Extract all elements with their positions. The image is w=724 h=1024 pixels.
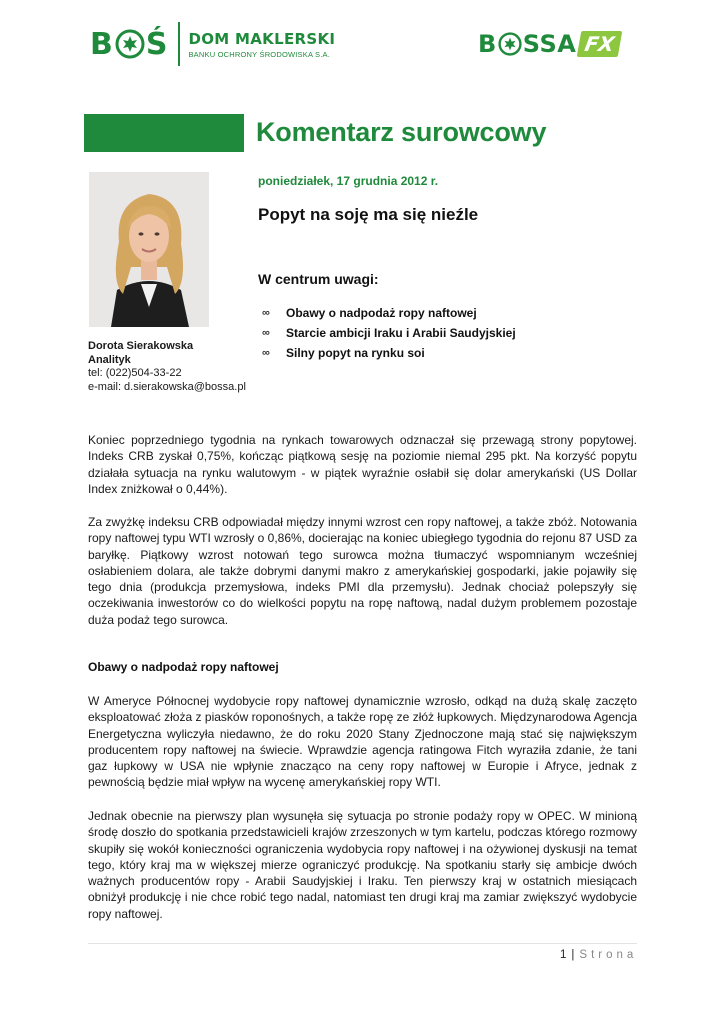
body-paragraph-3: W Ameryce Północnej wydobycie ropy naftowej dynamicznie wzrosło, odkąd na dużą skalę zaczęto eksploatować złoża z piasków roponośnych, a także ropę ze złóż łupkowych. Międzynarodowa Agencja Energetyczna wyliczyła niedawno, że do roku 2020 Stany Zjednoczone mają stać się największym producentem ropy naftowej na świecie. Wprawdzie agencja ratingowa Fitch wyraziła zdanie, że tani gaz łupkowy w USA nie wpłynie znacząco na ceny ropy naftowej w Europie i Afryce, jednak z pewnością będzie miał wpływ na wycenę amerykańskiej ropy WTI. <box>88 694 637 790</box>
leaf-ring-icon <box>115 29 145 59</box>
dm-title: DOM MAKLERSKI <box>188 29 336 48</box>
page-footer <box>560 949 637 961</box>
focus-item-text: Silny popyt na rynku soi <box>286 346 425 360</box>
title-accent-bar <box>84 114 244 152</box>
analyst-name: Dorota Sierakowska <box>88 340 194 352</box>
analyst-role: Analityk <box>88 353 131 366</box>
analyst-info <box>88 340 246 394</box>
dm-block <box>188 30 335 59</box>
analyst-tel: tel: (022)504-33-22 <box>88 367 182 379</box>
dm-subtitle: BANKU OCHRONY ŚRODOWISKA S.A. <box>188 49 331 59</box>
focus-item <box>262 323 516 343</box>
fx-badge: FX <box>577 31 623 57</box>
bossa-fx-logo <box>478 30 620 58</box>
bossa-letters-ssa: SSA <box>522 30 577 58</box>
page-number: 1 <box>560 949 567 961</box>
page-label: Strona <box>579 949 638 961</box>
report-date: poniedziałek, 17 grudnia 2012 r. <box>258 174 439 188</box>
page-title: Komentarz surowcowy <box>256 117 547 147</box>
analyst-photo <box>89 172 209 327</box>
bos-logo-mark <box>90 27 168 62</box>
report-headline: Popyt na soję ma się nieźle <box>258 205 479 224</box>
focus-list <box>262 303 516 363</box>
body-paragraph-4: Jednak obecnie na pierwszy plan wysunęła się sytuacja po stronie podaży ropy w OPEC. W minioną środę doszło do spotkania przedstawicieli krajów zrzeszonych w tym kartelu, podczas którego rozmowy skupiły się wokół konieczności ograniczenia wydobycia ropy naftowej i na ożywionej dyskusji na temat tego, który kraj ma w większej mierze ograniczyć produkcję. Na spotkaniu starły się ambicje dwóch ważnych producentów ropy - Arabii Saudyjskiej i Iraku. Ten pierwszy kraj w ostatnich miesiącach obniżył produkcję i nie chce robić tego nadal, natomiast ten drugi kraj ma zamiar zwiększyć wydobycie ropy naftowej. <box>88 809 637 921</box>
section-heading: Obawy o nadpodaż ropy naftowej <box>88 660 279 674</box>
focus-item-text: Starcie ambicji Iraku i Arabii Saudyjskiej <box>286 326 516 340</box>
bossa-letter-b: B <box>478 30 497 58</box>
bos-letter-b: B <box>90 26 114 62</box>
infinity-bullet-icon: ∞ <box>262 347 270 359</box>
bos-letter-s: Ś <box>145 26 169 62</box>
bossa-wordmark <box>478 30 576 58</box>
logo-divider <box>178 22 180 66</box>
bos-logo <box>90 22 335 66</box>
focus-item <box>262 343 516 363</box>
footer-separator: | <box>571 949 575 961</box>
focus-item <box>262 303 516 323</box>
focus-item-text: Obawy o nadpodaż ropy naftowej <box>286 306 477 320</box>
body-paragraph-2: Za zwyżkę indeksu CRB odpowiadał między innymi wzrost cen ropy naftowej, a także zbóż. Notowania ropy naftowej typu WTI wzrosły o 0,86%, docierając na koniec ubiegłego tygodnia do rejonu 87 USD za baryłkę. Piątkowy wzrost notowań tego surowca można tłumaczyć wspomnianym wcześniej osłabieniem dolara, ale także dobrymi danymi makro z amerykańskiej gospodarki, jakie pojawiły się tego dnia (produkcja przemysłowa, indeks PMI dla przemysłu). Jednak chociaż polepszyły się oczekiwania inwestorów co do wielkości popytu na ropę naftową, nadal dużym problemem pozostaje duża podaż tego surowca. <box>88 515 637 627</box>
leaf-ring-icon <box>498 32 522 56</box>
footer-divider <box>88 943 637 944</box>
body-paragraph-1: Koniec poprzedniego tygodnia na rynkach towarowych odznaczał się przewagą strony popytowej. Indeks CRB zyskał 0,75%, kończąc piątkową sesję na poziomie niemal 295 pkt. Na korzyść popytu działała sytuacja na rynku walutowym - w piątek wyraźnie osłabił się dolar amerykański (US Dollar Index zniżkował o 0,44%). <box>88 433 637 496</box>
analyst-email[interactable]: e-mail: d.sierakowska@bossa.pl <box>88 380 246 393</box>
infinity-bullet-icon: ∞ <box>262 307 270 319</box>
infinity-bullet-icon: ∞ <box>262 327 270 339</box>
focus-title: W centrum uwagi: <box>258 271 379 287</box>
